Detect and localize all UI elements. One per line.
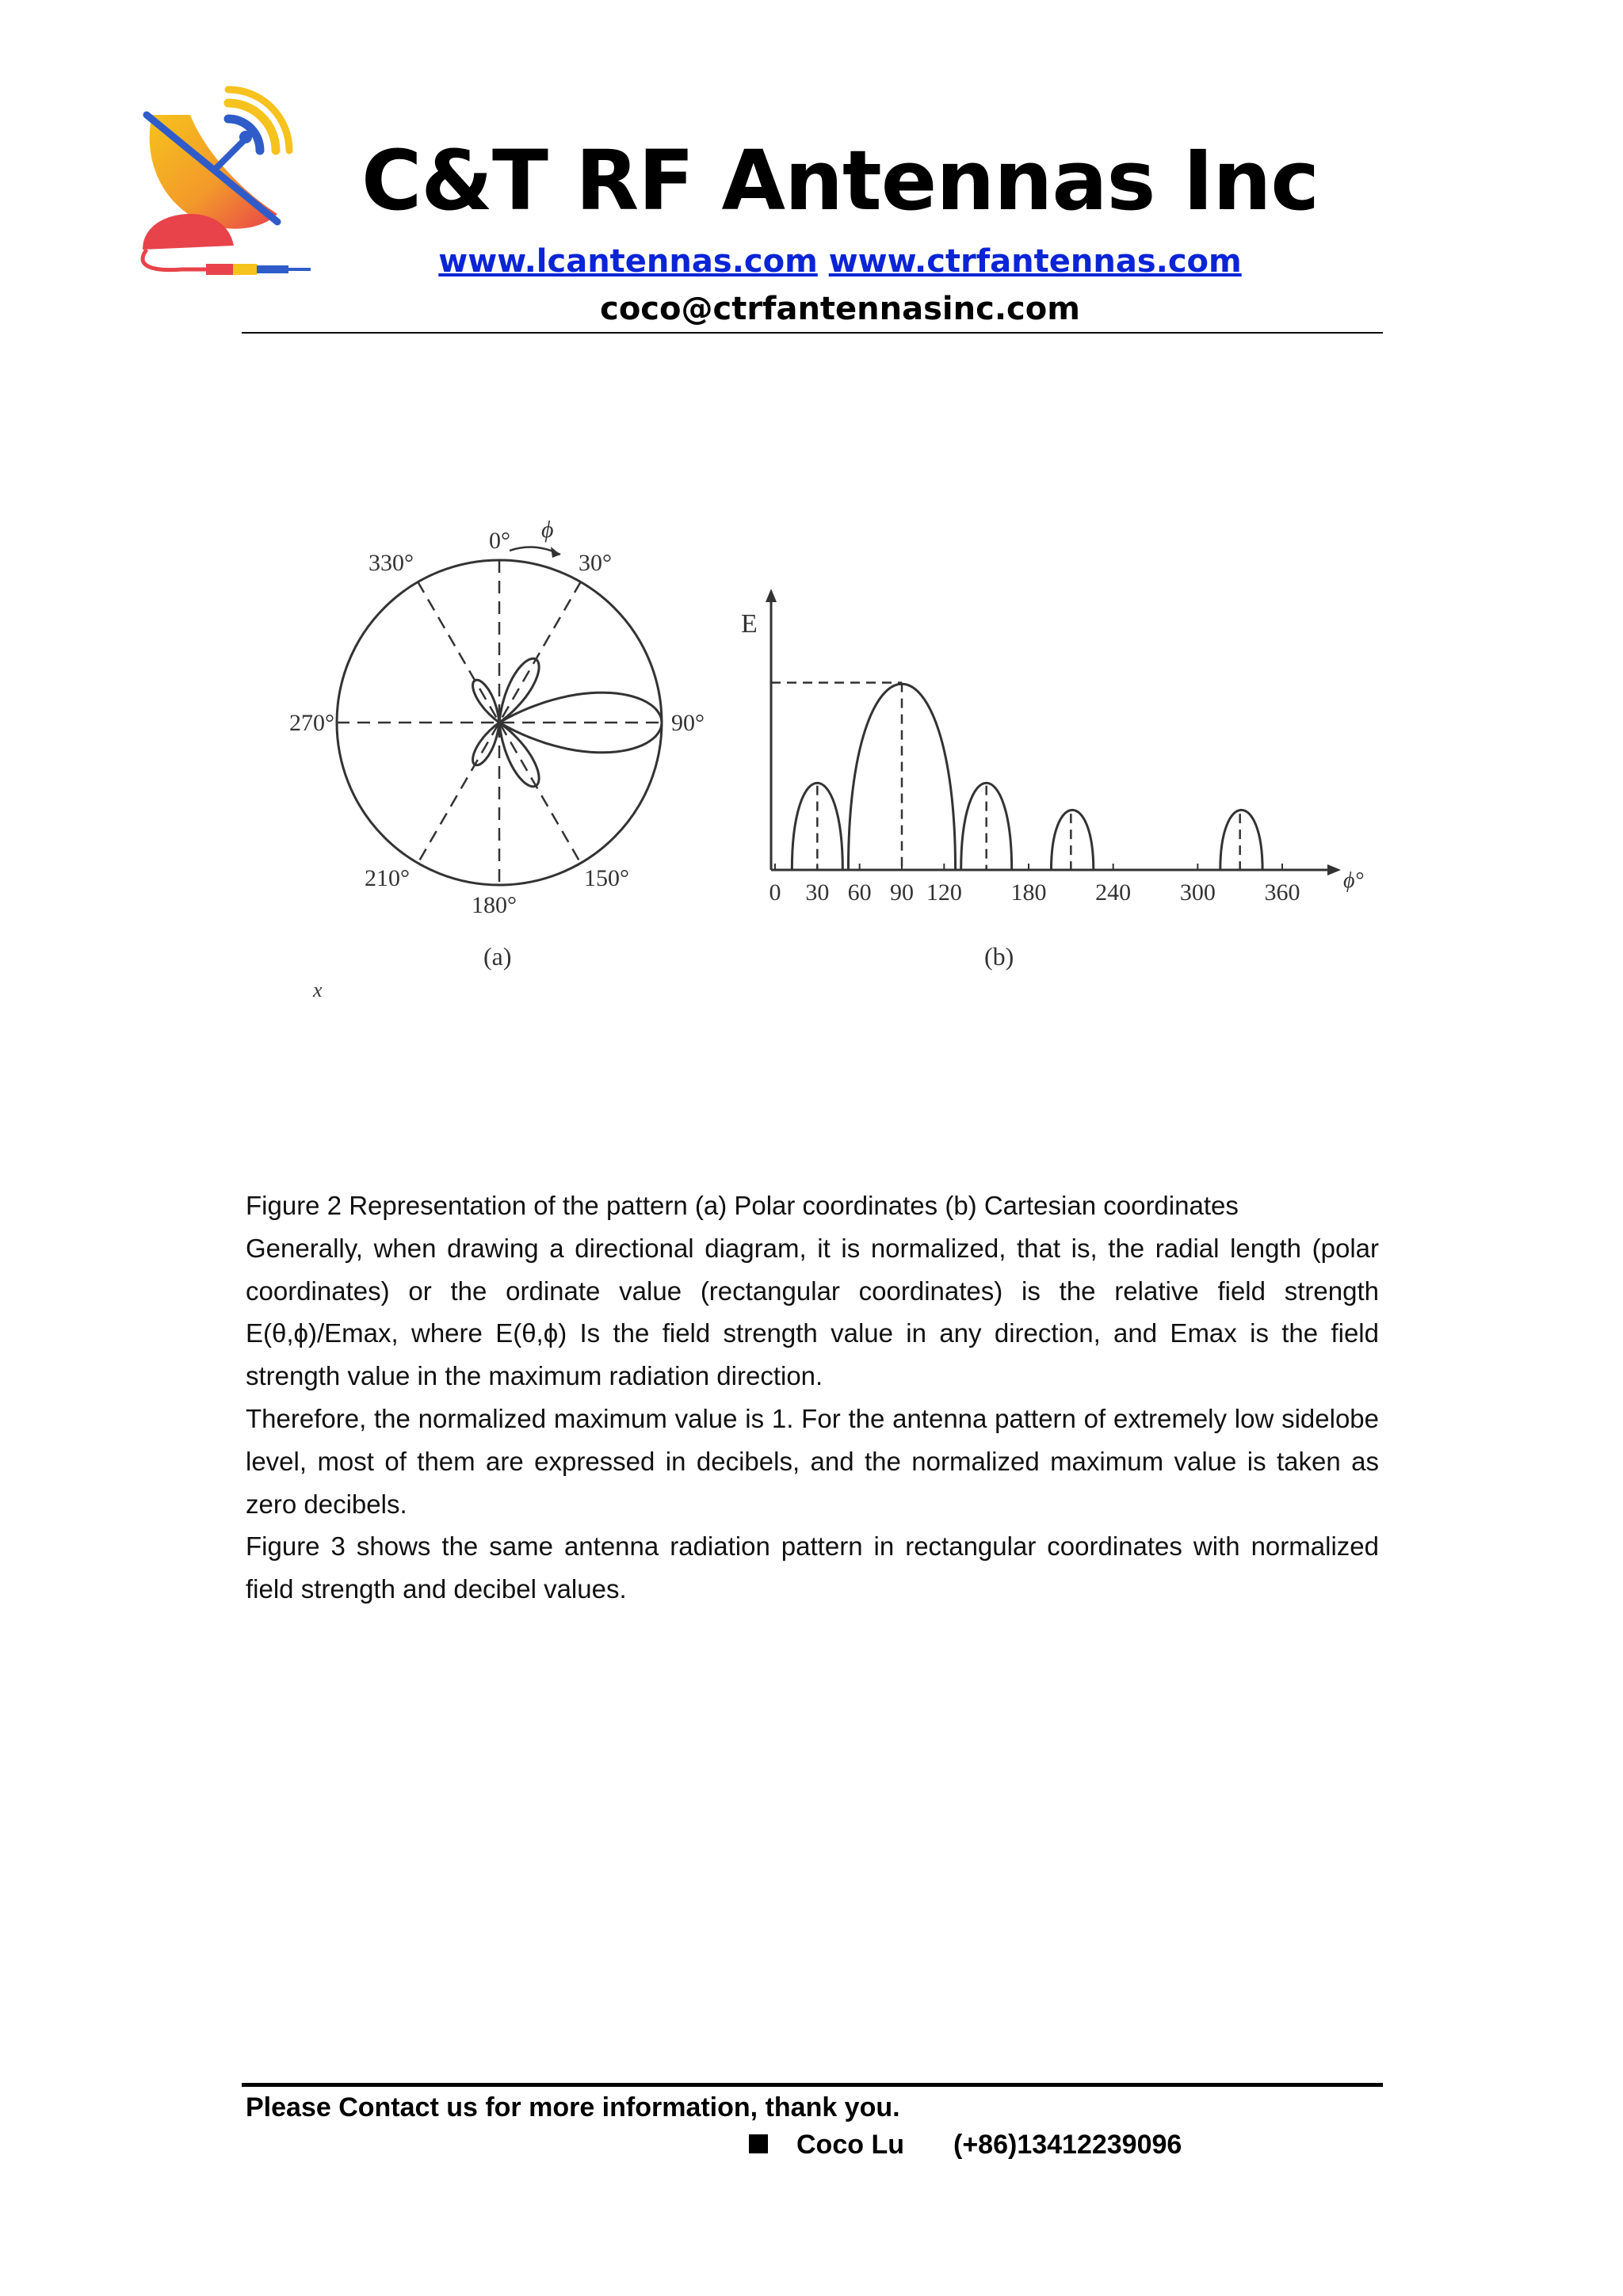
y-axis-arrow — [766, 589, 777, 602]
polar-label-180: 180° — [472, 892, 517, 918]
cartesian-panel-label: (b) — [984, 942, 1014, 971]
footer-divider — [242, 2083, 1383, 2087]
antenna-pattern-figure — [281, 507, 1407, 1014]
contact-email: coco@ctrfantennasinc.com — [600, 291, 1080, 327]
figure-svg — [281, 507, 1407, 1014]
polar-label-270: 270° — [289, 710, 334, 736]
cartesian-tick-label-60: 60 — [847, 879, 872, 906]
polar-panel-label: (a) — [483, 942, 512, 971]
cartesian-tick-label-240: 240 — [1095, 879, 1132, 906]
cartesian-tick-label-90: 90 — [890, 879, 914, 906]
paragraph-normalization: Generally, when drawing a directional diagram, it is normalized, that is, the radial length (polar coordinates) or the ordinate value (rectangular coordinates) is the relative field strength E(θ,ϕ)/Emax, where E(θ,ϕ) Is the field strength value in any direction, and Emax is the field strength value in the maximum radiation direction. — [246, 1233, 1379, 1391]
polar-label-90: 90° — [671, 710, 705, 736]
website-links — [333, 238, 1347, 285]
cartesian-tick-label-300: 300 — [1179, 879, 1216, 906]
polar-label-150: 150° — [584, 865, 629, 891]
bullet-square-icon — [749, 2134, 768, 2153]
header-divider — [242, 332, 1383, 334]
polar-label-330: 330° — [369, 550, 414, 576]
contact-phone: (+86)13412239096 — [953, 2130, 1182, 2160]
polar-corner-mark: x — [313, 978, 323, 1001]
contact-line — [749, 2125, 1383, 2164]
cartesian-lobes — [771, 683, 1262, 870]
paragraph-figure-3: Figure 3 shows the same antenna radiation pattern in rectangular coordinates with normalized field strength and decibel values. — [246, 1531, 1379, 1604]
polar-phi-symbol: ϕ — [541, 517, 554, 543]
cartesian-tick-label-120: 120 — [926, 879, 962, 906]
polar-label-30: 30° — [579, 550, 612, 576]
footer-note: Please Contact us for more information, thank you. — [246, 2092, 900, 2122]
cartesian-y-label: E — [741, 609, 758, 639]
cartesian-lobe-210 — [1051, 810, 1093, 870]
cartesian-tick-label-30: 30 — [805, 879, 830, 906]
company-name: C&T RF Antennas Inc — [361, 132, 1319, 229]
body-text — [246, 1184, 1379, 1611]
cartesian-tick-label-180: 180 — [1010, 879, 1047, 906]
cartesian-tick-label-360: 360 — [1264, 879, 1300, 906]
company-logo — [127, 83, 317, 281]
x-axis-arrow — [1327, 864, 1341, 875]
website-link-lcantennas[interactable]: www.lcantennas.com — [438, 243, 818, 280]
polar-chart — [337, 560, 662, 885]
cartesian-lobe-330 — [1220, 810, 1262, 870]
polar-label-210: 210° — [365, 865, 410, 891]
figure-caption: Figure 2 Representation of the pattern (a) Polar coordinates (b) Cartesian coordinates — [246, 1191, 1239, 1220]
polar-label-0: 0° — [489, 528, 510, 554]
paragraph-decibels: Therefore, the normalized maximum value is 1. For the antenna pattern of extremely low sidelobe level, most of them are expressed in decibels, and the normalized maximum value is taken as zero decibels. — [246, 1403, 1379, 1519]
cartesian-tick-label-0: 0 — [769, 879, 781, 906]
cartesian-chart — [766, 589, 1341, 906]
cartesian-x-label: ϕ° — [1343, 868, 1364, 893]
contact-name: Coco Lu — [796, 2130, 904, 2160]
website-link-ctrfantennas[interactable]: www.ctrfantennas.com — [828, 243, 1242, 280]
